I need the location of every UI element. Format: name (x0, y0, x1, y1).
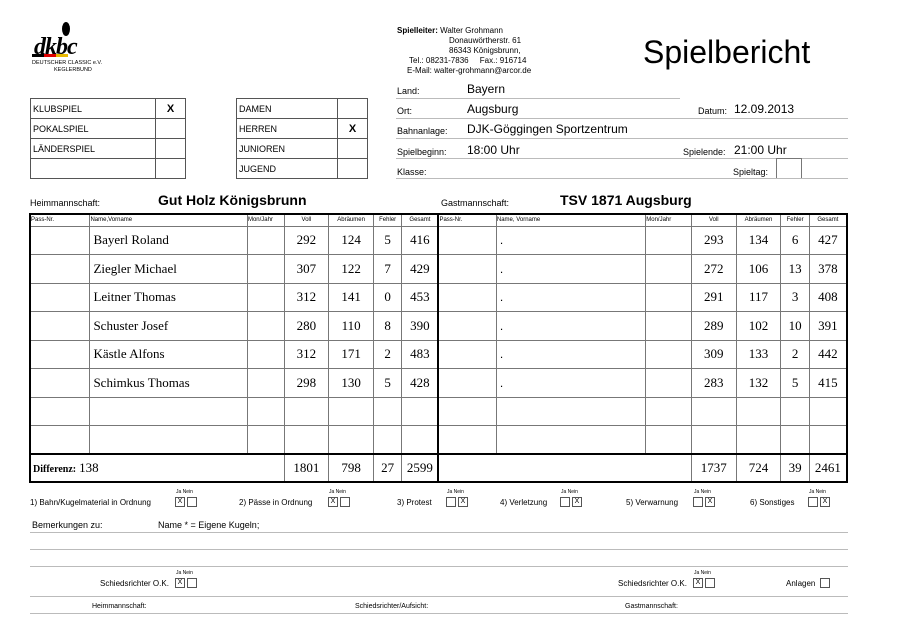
ort-value: Augsburg (467, 102, 519, 116)
player-row (30, 340, 847, 369)
pass-cell (438, 369, 496, 398)
voll-cell: 292 (284, 226, 329, 255)
abr-cell (736, 397, 781, 426)
check-ja-box[interactable] (693, 497, 703, 507)
pass-cell (438, 283, 496, 312)
check-nein-box[interactable]: X (705, 497, 715, 507)
spieltag-label: Spieltag: (733, 167, 769, 177)
logo-letters: dkbc (34, 34, 77, 60)
ja-nein-caption: Ja Nein (176, 489, 193, 495)
spielleiter-fax: Fax.: 916714 (479, 56, 527, 65)
pass-cell (30, 283, 90, 312)
check-nein-box[interactable]: X (820, 497, 830, 507)
home-team-label: Heimmannschaft: (30, 198, 101, 208)
player-name (90, 397, 248, 426)
fehler-cell: 2 (373, 340, 401, 369)
remarks-text: Name * = Eigene Kugeln; (158, 520, 260, 530)
schiri-label-right: Schiedsrichter O.K. (618, 579, 687, 588)
guest-total-voll: 1737 (691, 454, 736, 482)
home-team-name: Gut Holz Königsbrunn (158, 192, 307, 208)
spielleiter-tel: Tel.: 08231-7836 (409, 56, 469, 65)
guest-team-label: Gastmannschaft: (441, 198, 510, 208)
spieltag-box (776, 158, 802, 179)
signature-home-label: Heimmannschaft: (92, 603, 147, 610)
results-header-row (30, 214, 847, 226)
guest-team-name: TSV 1871 Augsburg (560, 192, 692, 208)
guest-total-fehler: 39 (781, 454, 809, 482)
fehler-cell: 10 (781, 312, 809, 341)
bahn-value: DJK-Göggingen Sportzentrum (467, 122, 628, 136)
fehler-cell: 8 (373, 312, 401, 341)
mon-cell (646, 226, 692, 255)
type-mark (338, 159, 368, 179)
mon-cell (247, 369, 284, 398)
fehler-cell: 5 (781, 369, 809, 398)
player-name: . (496, 226, 645, 255)
fehler-cell: 0 (373, 283, 401, 312)
ort-label: Ort: (397, 106, 412, 116)
home-total-abr: 798 (329, 454, 374, 482)
diff-label: Differenz: (33, 464, 77, 475)
mon-cell (247, 226, 284, 255)
ja-nein-caption: Ja Nein (561, 489, 578, 495)
gesamt-cell (402, 426, 439, 455)
gesamt-cell: 429 (402, 255, 439, 284)
check-label: 1) Bahn/Kugelmaterial in Ordnung (30, 498, 151, 507)
mon-cell (646, 340, 692, 369)
mon-cell (247, 312, 284, 341)
player-name (496, 426, 645, 455)
remarks-label: Bemerkungen zu: (32, 520, 103, 530)
totals-row (30, 454, 847, 482)
spielleiter-name: Walter Grohmann (440, 26, 503, 35)
player-row (30, 369, 847, 398)
voll-cell: 312 (284, 283, 329, 312)
anlagen-box[interactable] (820, 578, 830, 588)
abr-cell (329, 426, 374, 455)
mon-cell (646, 397, 692, 426)
home-total-fehler: 27 (373, 454, 401, 482)
voll-cell: 272 (691, 255, 736, 284)
signature-ref-label: Schiedsrichter/Aufsicht: (355, 603, 429, 610)
type-mark (338, 99, 368, 119)
check-label: 5) Verwarnung (626, 498, 679, 507)
type-label: KLUBSPIEL (31, 99, 156, 119)
pass-cell (30, 397, 90, 426)
gesamt-cell (809, 397, 847, 426)
abr-cell: 122 (329, 255, 374, 284)
gesamt-cell (402, 397, 439, 426)
voll-cell: 283 (691, 369, 736, 398)
spielleiter-street: Donauwörtherstr. 61 (449, 36, 522, 45)
gesamt-cell: 408 (809, 283, 847, 312)
page-title: Spielbericht (643, 34, 811, 70)
logo-line1: DEUTSCHER CLASSIC e.V. (32, 60, 103, 66)
type-label: JUNIOREN (237, 139, 338, 159)
abr-cell (736, 426, 781, 455)
type-mark (156, 119, 186, 139)
player-row (30, 312, 847, 341)
mon-cell (646, 312, 692, 341)
pass-cell (438, 397, 496, 426)
col-pass: Pass-Nr. (438, 214, 496, 226)
col-voll: Voll (691, 214, 736, 226)
voll-cell (691, 397, 736, 426)
gesamt-cell: 415 (809, 369, 847, 398)
voll-cell: 289 (691, 312, 736, 341)
col-name: Name,Vorname (90, 214, 248, 226)
type-label: JUGEND (237, 159, 338, 179)
col-abr: Abräumen (736, 214, 781, 226)
ende-value: 21:00 Uhr (734, 143, 787, 157)
voll-cell: 312 (284, 340, 329, 369)
schiri-right-ja-box[interactable]: X (693, 578, 703, 588)
pass-cell (438, 255, 496, 284)
abr-cell: 133 (736, 340, 781, 369)
ende-label: Spielende: (683, 147, 726, 157)
abr-cell: 132 (736, 369, 781, 398)
player-row (30, 397, 847, 426)
mon-cell (646, 426, 692, 455)
logo-line2: KEGLERBUND (54, 67, 92, 73)
voll-cell: 307 (284, 255, 329, 284)
type-label: HERREN (237, 119, 338, 139)
type-mark: X (338, 119, 368, 139)
check-label: 3) Protest (397, 498, 432, 507)
gesamt-cell: 453 (402, 283, 439, 312)
beginn-value: 18:00 Uhr (467, 143, 520, 157)
col-fehler: Fehler (781, 214, 809, 226)
abr-cell: 110 (329, 312, 374, 341)
check-ja-box[interactable] (560, 497, 570, 507)
voll-cell (691, 426, 736, 455)
voll-cell: 309 (691, 340, 736, 369)
ja-nein-caption: Ja Nein (809, 489, 826, 495)
col-mon: Mon/Jahr (247, 214, 284, 226)
type-label: LÄNDERSPIEL (31, 139, 156, 159)
check-label: 2) Pässe in Ordnung (239, 498, 313, 507)
player-name: . (496, 312, 645, 341)
gesamt-cell: 442 (809, 340, 847, 369)
gesamt-cell: 391 (809, 312, 847, 341)
fehler-cell: 7 (373, 255, 401, 284)
anlagen-label: Anlagen (786, 579, 816, 588)
fehler-cell: 13 (781, 255, 809, 284)
check-nein-box[interactable] (340, 497, 350, 507)
player-row (30, 226, 847, 255)
schiri-label-left: Schiedsrichter O.K. (100, 579, 169, 588)
class-type-table (236, 98, 368, 179)
player-name (90, 426, 248, 455)
klasse-label: Klasse: (397, 167, 427, 177)
check-nein-box[interactable]: X (572, 497, 582, 507)
col-voll: Voll (284, 214, 329, 226)
ja-nein-caption: Ja Nein (176, 570, 193, 576)
fehler-cell: 3 (781, 283, 809, 312)
spielleiter-city: 86343 Königsbrunn, (449, 46, 521, 55)
col-name: Name, Vorname (496, 214, 645, 226)
player-name: Bayerl Roland (90, 226, 248, 255)
check-ja-box[interactable]: X (175, 497, 185, 507)
fehler-cell (373, 426, 401, 455)
voll-cell: 291 (691, 283, 736, 312)
pass-cell (30, 255, 90, 284)
abr-cell: 141 (329, 283, 374, 312)
voll-cell: 280 (284, 312, 329, 341)
datum-label: Datum: (698, 106, 728, 116)
player-row (30, 255, 847, 284)
check-ja-box[interactable] (446, 497, 456, 507)
gesamt-cell (809, 426, 847, 455)
type-label: POKALSPIEL (31, 119, 156, 139)
abr-cell: 124 (329, 226, 374, 255)
spielleiter-email: E-Mail: walter-grohmann@arcor.de (407, 66, 532, 75)
player-name: Ziegler Michael (90, 255, 248, 284)
ja-nein-caption: Ja Nein (694, 489, 711, 495)
pass-cell (30, 226, 90, 255)
voll-cell: 293 (691, 226, 736, 255)
gesamt-cell: 428 (402, 369, 439, 398)
results-table (29, 213, 848, 483)
fehler-cell: 2 (781, 340, 809, 369)
land-value: Bayern (467, 82, 506, 96)
type-mark (156, 139, 186, 159)
ja-nein-caption: Ja Nein (329, 489, 346, 495)
spielleiter-block (397, 26, 531, 76)
fehler-cell: 5 (373, 369, 401, 398)
gesamt-cell: 378 (809, 255, 847, 284)
check-ja-box[interactable]: X (328, 497, 338, 507)
bahn-label: Bahnanlage: (397, 126, 448, 136)
voll-cell (284, 426, 329, 455)
type-mark: X (156, 99, 186, 119)
land-label: Land: (397, 86, 420, 96)
fehler-cell (781, 426, 809, 455)
ja-nein-caption: Ja Nein (694, 570, 711, 576)
col-fehler: Fehler (373, 214, 401, 226)
pass-cell (30, 312, 90, 341)
mon-cell (247, 340, 284, 369)
abr-cell: 117 (736, 283, 781, 312)
check-label: 4) Verletzung (500, 498, 548, 507)
type-label (31, 159, 156, 179)
pass-cell (438, 340, 496, 369)
player-name: . (496, 369, 645, 398)
player-row (30, 283, 847, 312)
mon-cell (646, 255, 692, 284)
check-nein-box[interactable]: X (458, 497, 468, 507)
player-name: Schimkus Thomas (90, 369, 248, 398)
diff-value: 138 (79, 460, 99, 475)
type-mark (156, 159, 186, 179)
home-total-voll: 1801 (284, 454, 329, 482)
player-name: Schuster Josef (90, 312, 248, 341)
pass-cell (30, 340, 90, 369)
fehler-cell: 6 (781, 226, 809, 255)
col-pass: Pass-Nr. (30, 214, 90, 226)
gesamt-cell: 390 (402, 312, 439, 341)
mon-cell (646, 283, 692, 312)
fehler-cell (781, 397, 809, 426)
gesamt-cell: 483 (402, 340, 439, 369)
abr-cell (329, 397, 374, 426)
gesamt-cell: 416 (402, 226, 439, 255)
player-name: Leitner Thomas (90, 283, 248, 312)
pass-cell (438, 426, 496, 455)
voll-cell: 298 (284, 369, 329, 398)
player-name (496, 397, 645, 426)
gesamt-cell: 427 (809, 226, 847, 255)
dkbc-logo (32, 20, 122, 76)
player-row (30, 426, 847, 455)
pass-cell (30, 369, 90, 398)
player-name: . (496, 255, 645, 284)
mon-cell (247, 397, 284, 426)
type-label: DAMEN (237, 99, 338, 119)
spielleiter-label: Spielleiter: (397, 26, 438, 35)
player-name: . (496, 283, 645, 312)
player-name: . (496, 340, 645, 369)
col-mon: Mon/Jahr (646, 214, 692, 226)
abr-cell: 130 (329, 369, 374, 398)
schiri-left-nein-box[interactable] (187, 578, 197, 588)
home-total-gesamt: 2599 (402, 454, 439, 482)
beginn-label: Spielbeginn: (397, 147, 447, 157)
type-mark (338, 139, 368, 159)
fehler-cell (373, 397, 401, 426)
voll-cell (284, 397, 329, 426)
guest-total-gesamt: 2461 (809, 454, 847, 482)
schiri-right-nein-box[interactable] (705, 578, 715, 588)
check-nein-box[interactable] (187, 497, 197, 507)
pass-cell (30, 426, 90, 455)
abr-cell: 171 (329, 340, 374, 369)
player-name: Kästle Alfons (90, 340, 248, 369)
ja-nein-caption: Ja Nein (447, 489, 464, 495)
guest-total-abr: 724 (736, 454, 781, 482)
signature-guest-label: Gastmannschaft: (625, 603, 678, 610)
pass-cell (438, 312, 496, 341)
mon-cell (247, 426, 284, 455)
abr-cell: 134 (736, 226, 781, 255)
datum-value: 12.09.2013 (734, 102, 795, 116)
col-gesamt: Gesamt (809, 214, 847, 226)
abr-cell: 106 (736, 255, 781, 284)
abr-cell: 102 (736, 312, 781, 341)
check-label: 6) Sonstiges (750, 498, 795, 507)
mon-cell (247, 255, 284, 284)
game-type-table (30, 98, 186, 179)
check-ja-box[interactable] (808, 497, 818, 507)
col-abr: Abräumen (329, 214, 374, 226)
col-gesamt: Gesamt (402, 214, 439, 226)
mon-cell (646, 369, 692, 398)
fehler-cell: 5 (373, 226, 401, 255)
schiri-left-ja-box[interactable]: X (175, 578, 185, 588)
mon-cell (247, 283, 284, 312)
pass-cell (438, 226, 496, 255)
